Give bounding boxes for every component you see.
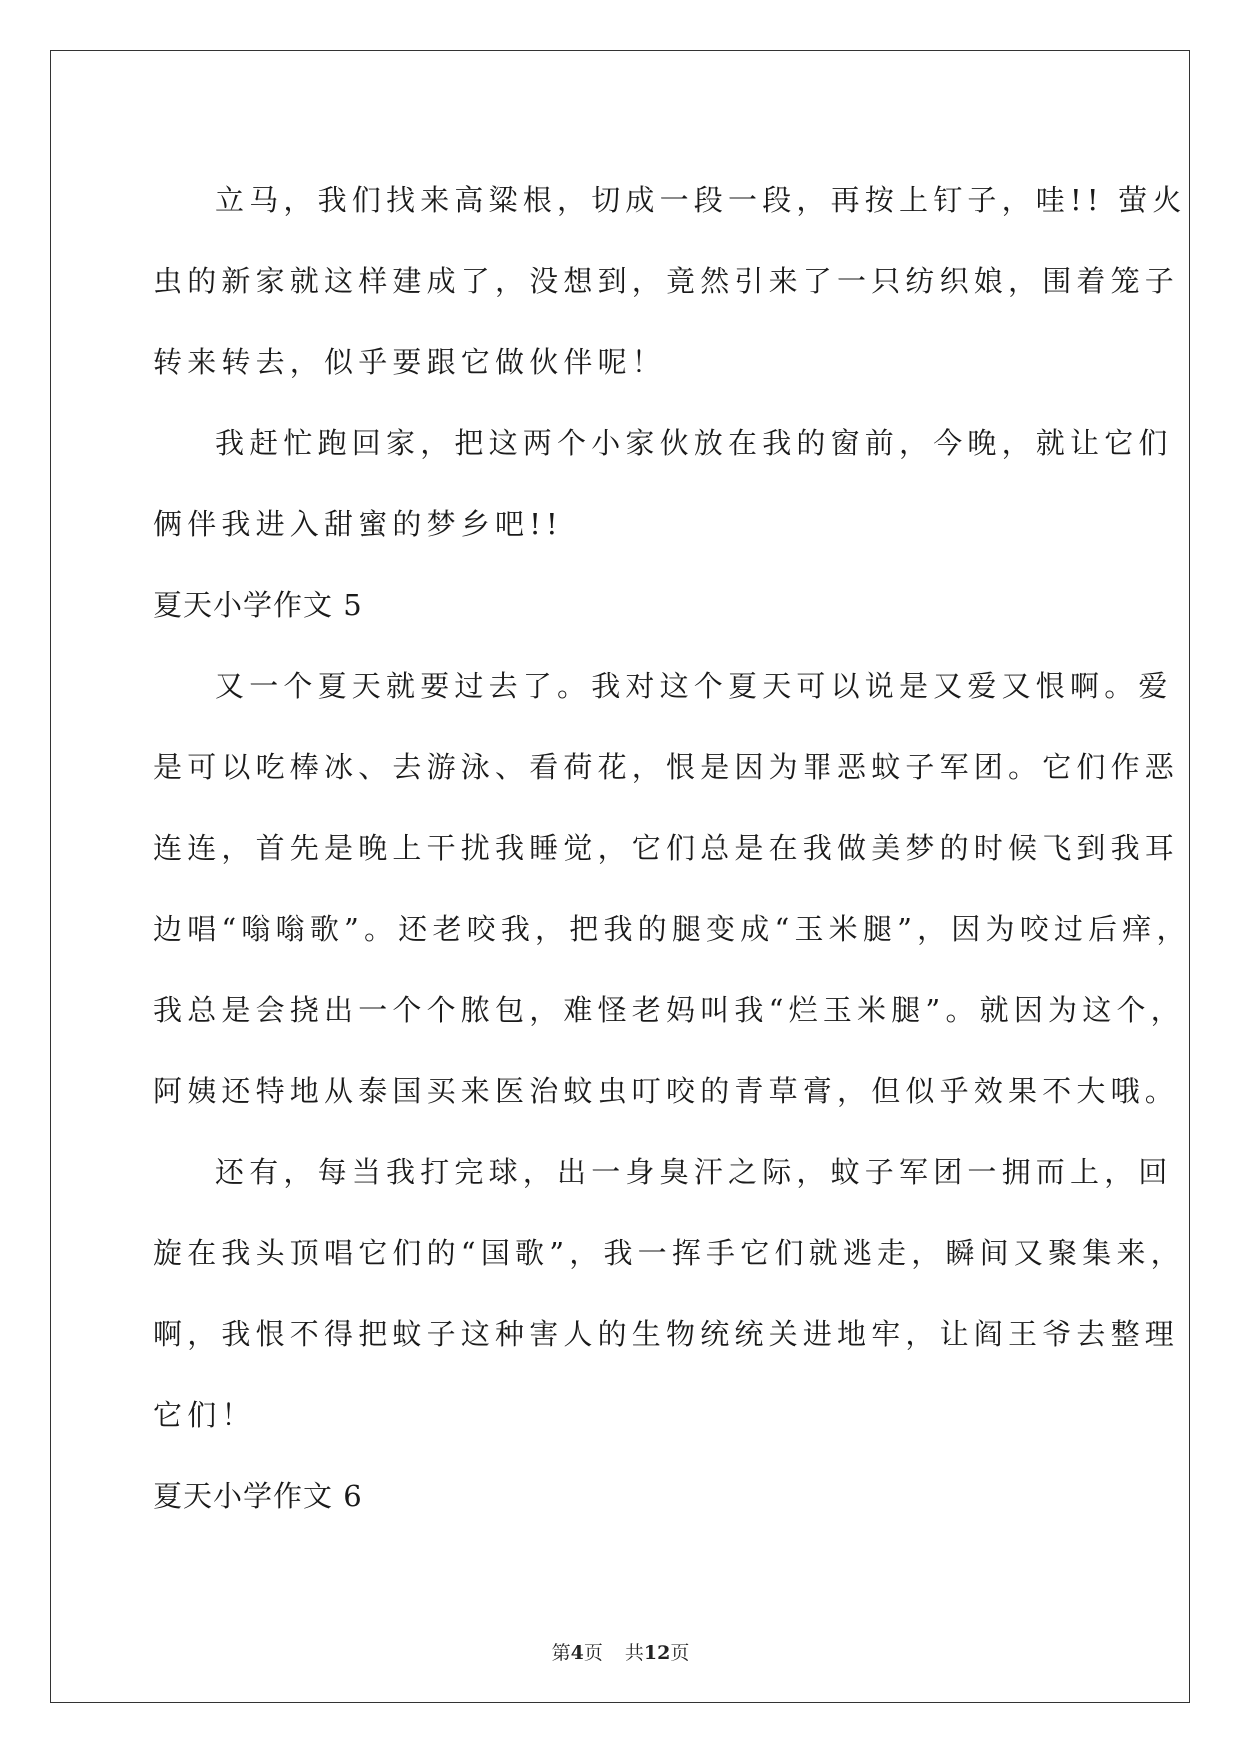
total-page-count: 12 — [643, 1642, 671, 1664]
current-page-number: 4 — [570, 1642, 584, 1664]
text-line: 阿姨还特地从泰国买来医治蚊虫叮咬的青草膏，但似乎效果不大哦。 — [153, 1074, 1180, 1108]
paragraph-summer-love-hate — [153, 646, 1191, 1132]
text-line: 俩伴我进入甜蜜的梦乡吧!! — [153, 507, 563, 541]
text-line: 还有，每当我打完球，出一身臭汗之际，蚊子军团一拥而上，回 — [215, 1155, 1173, 1189]
text-line: 我赶忙跑回家，把这两个小家伙放在我的窗前，今晚，就让它们 — [215, 426, 1173, 460]
page-number-footer — [0, 1638, 1241, 1665]
footer-total-prefix: 共 — [624, 1642, 644, 1664]
footer-prefix: 第 — [551, 1642, 571, 1664]
essay-title-6: 夏天小学作文 6 — [153, 1479, 363, 1513]
text-line: 又一个夏天就要过去了。我对这个夏天可以说是又爱又恨啊。爱 — [215, 669, 1173, 703]
text-line: 立马，我们找来高粱根，切成一段一段，再按上钉子，哇!! 萤火 — [215, 183, 1187, 217]
paragraph-mosquito-army — [153, 1132, 1185, 1456]
footer-page-suffix: 页 — [583, 1642, 603, 1664]
footer-total-suffix: 页 — [670, 1642, 690, 1664]
text-line: 旋在我头顶唱它们的“国歌”，我一挥手它们就逃走，瞬间又聚集来， — [153, 1236, 1185, 1270]
essay-title-5: 夏天小学作文 5 — [153, 588, 363, 622]
paragraph-window-dream — [153, 403, 1173, 565]
document-body — [153, 160, 1191, 1537]
text-line: 连连，首先是晚上干扰我睡觉，它们总是在我做美梦的时候飞到我耳 — [153, 831, 1180, 865]
text-line: 边唱“嗡嗡歌”。还老咬我，把我的腿变成“玉米腿”，因为咬过后痒， — [153, 912, 1191, 946]
text-line: 我总是会挠出一个个脓包，难怪老妈叫我“烂玉米腿”。就因为这个， — [153, 993, 1185, 1027]
text-line: 虫的新家就这样建成了，没想到，竟然引来了一只纺织娘，围着笼子 — [153, 264, 1180, 298]
text-line: 转来转去，似乎要跟它做伙伴呢！ — [153, 345, 667, 379]
text-line: 它们！ — [153, 1398, 256, 1432]
text-line: 是可以吃棒冰、去游泳、看荷花，恨是因为罪恶蚊子军团。它们作恶 — [153, 750, 1180, 784]
paragraph-firefly-house — [153, 160, 1187, 403]
text-line: 啊，我恨不得把蚊子这种害人的生物统统关进地牢，让阎王爷去整理 — [153, 1317, 1180, 1351]
